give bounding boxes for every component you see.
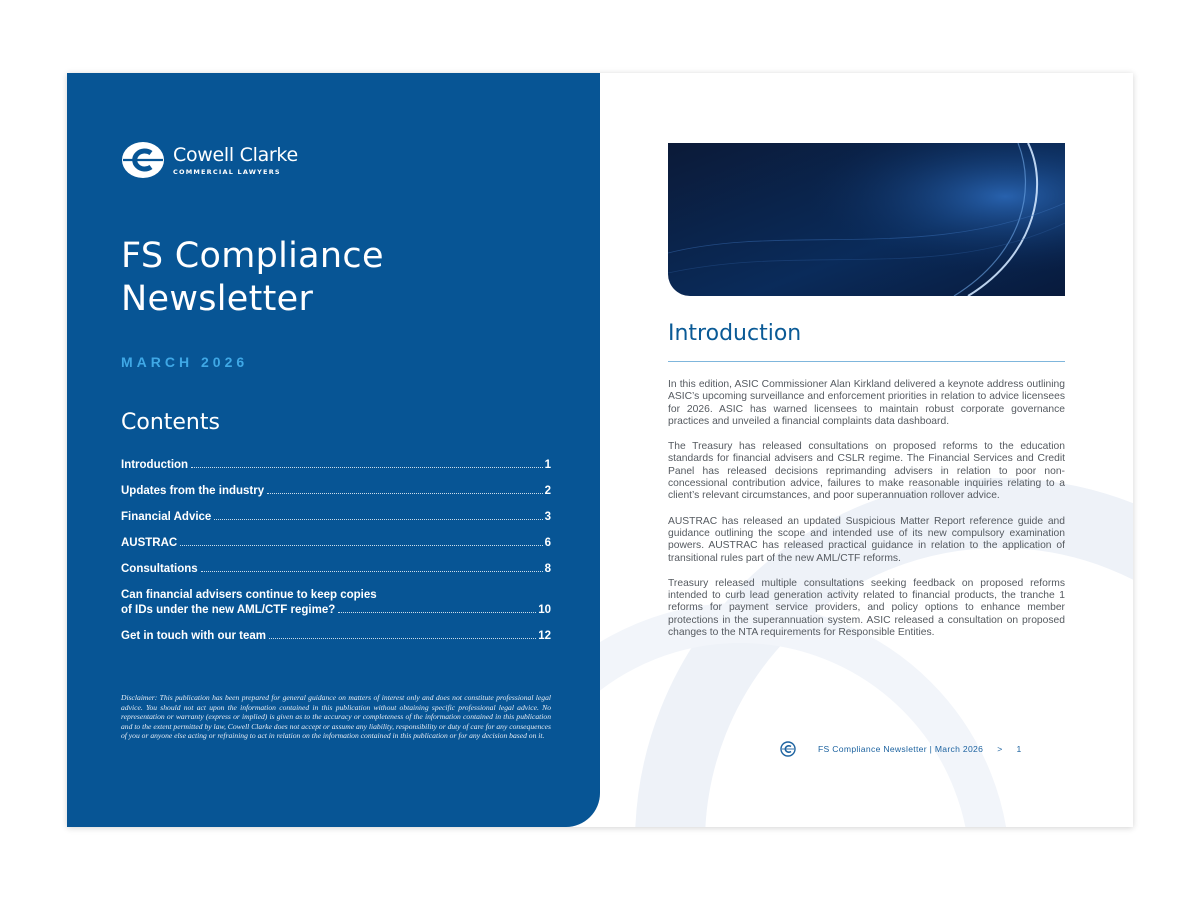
toc-label: Financial Advice xyxy=(121,511,212,523)
toc-item-financial-advice[interactable] xyxy=(121,510,551,525)
disclaimer: Disclaimer: This publication has been prepared for general guidance on matters of interest only and does not constitute professional legal advice. You should not act upon the information contained in this publication without obtaining specific professional legal advice. No representation or warranty (express or implied) is given as to the accuracy or completeness of the information contained in this publication and to the extent permitted by law, Cowell Clarke does not accept or assume any liability, responsibility or duty of care for any consequences of you or anyone else acting or refraining to act in relation on the information contained in this publication or for any decision based on it. xyxy=(121,693,551,741)
contents-heading: Contents xyxy=(121,410,220,435)
footer-publication: FS Compliance Newsletter | March 2026 xyxy=(818,744,984,754)
toc-page: 1 xyxy=(544,459,551,471)
toc-label: Consultations xyxy=(121,563,198,575)
toc-leader xyxy=(267,493,542,494)
toc-label: Introduction xyxy=(121,459,189,471)
brand-mark-icon xyxy=(780,741,796,757)
brand-tagline: COMMERCIAL LAWYERS xyxy=(173,167,281,176)
cowell-clarke-logo-icon xyxy=(121,141,165,179)
heading-divider xyxy=(668,361,1065,362)
toc-label-line-1: Can financial advisers continue to keep copies xyxy=(121,589,377,601)
introduction-page xyxy=(600,73,1133,827)
toc-label: Updates from the industry xyxy=(121,485,265,497)
toc-leader xyxy=(338,612,536,613)
introduction-body xyxy=(668,379,1065,652)
intro-paragraph-1: In this edition, ASIC Commissioner Alan Kirkland delivered a keynote address outlining ASIC’s upcoming surveillance and enforcement priorities in relation to advice licensees for 2026. ASIC has warned licensees to maintain robust corporate governance practices and unveiled a financial complaints data dashboard. xyxy=(668,379,1065,427)
newsletter-title xyxy=(121,235,384,321)
abstract-light-image xyxy=(668,143,1065,296)
toc-label: AUSTRAC xyxy=(121,537,178,549)
toc-item-austrac[interactable] xyxy=(121,536,551,551)
toc-label-line-2: of IDs under the new AML/CTF regime? xyxy=(121,604,336,616)
toc-page: 12 xyxy=(538,630,551,642)
page-footer xyxy=(780,741,1022,757)
intro-paragraph-4: Treasury released multiple consultations seeking feedback on proposed reforms intended to curb lead generation activity related to financial products, the tranche 1 reforms for payment service providers, and policy options to enhance member protections in the superannuation system. ASIC released a consultation on proposed changes to the NTA requirements for Responsible Entities. xyxy=(668,577,1065,639)
footer-separator: > xyxy=(997,744,1003,754)
toc-page: 10 xyxy=(538,604,551,616)
toc-label: Get in touch with our team xyxy=(121,630,267,642)
hero-image xyxy=(668,143,1065,296)
toc-leader xyxy=(180,545,542,546)
intro-paragraph-3: AUSTRAC has released an updated Suspicious Matter Report reference guide and guidance outlining the scope and intended use of its new compulsory examination powers. AUSTRAC has released practical guidance in relation to the application of transitional rules part of the new AML/CTF reforms. xyxy=(668,515,1065,564)
brand-name: Cowell Clarke xyxy=(173,143,298,166)
toc-leader xyxy=(201,571,543,572)
logo xyxy=(121,141,298,179)
title-line-2: Newsletter xyxy=(121,279,314,319)
intro-paragraph-2: The Treasury has released consultations on proposed reforms to the education standards for financial advisers and CSLR regime. The Financial Services and Credit Panel has released decisions reprimanding advisers in relation to poor non-concessional contribution advice, failures to make reasonable inquiries relating to a client’s relevant circumstances, and poor superannuation rollover advice. xyxy=(668,441,1065,502)
table-of-contents xyxy=(121,458,551,655)
toc-item-get-in-touch[interactable] xyxy=(121,629,551,644)
toc-item-aml-ctf[interactable] xyxy=(121,588,551,618)
cover-panel xyxy=(67,73,600,827)
toc-item-updates[interactable] xyxy=(121,484,551,499)
toc-leader xyxy=(269,638,536,639)
footer-page-number: 1 xyxy=(1016,744,1022,754)
toc-item-introduction[interactable] xyxy=(121,458,551,473)
introduction-heading: Introduction xyxy=(668,321,802,346)
toc-leader xyxy=(191,467,543,468)
toc-leader xyxy=(214,519,542,520)
toc-page: 3 xyxy=(544,511,551,523)
title-line-1: FS Compliance xyxy=(121,236,384,276)
toc-page: 8 xyxy=(544,563,551,575)
newsletter-spread xyxy=(67,73,1133,827)
issue-date: MARCH 2026 xyxy=(121,354,249,370)
toc-page: 2 xyxy=(544,485,551,497)
toc-item-consultations[interactable] xyxy=(121,562,551,577)
toc-page: 6 xyxy=(544,537,551,549)
